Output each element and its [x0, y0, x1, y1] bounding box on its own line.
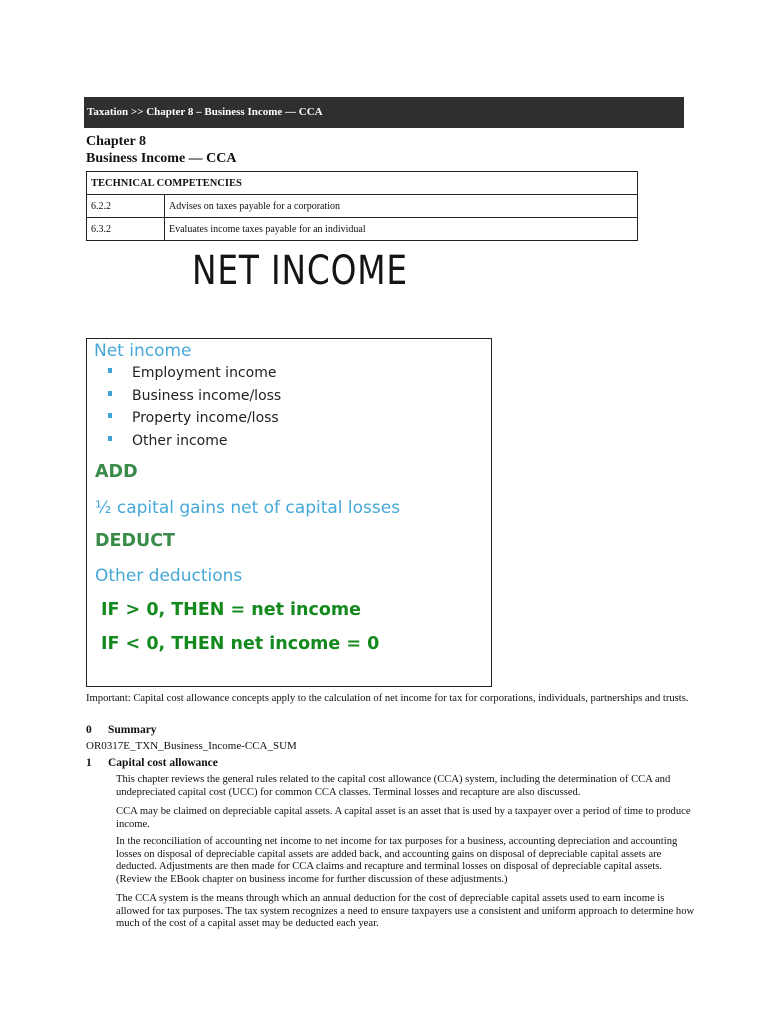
table-header: TECHNICAL COMPETENCIES [87, 172, 638, 195]
list-item [107, 365, 281, 388]
summary-heading [86, 724, 157, 736]
bullet-icon [108, 368, 112, 373]
chapter-number: Chapter 8 [86, 134, 147, 149]
bullet-icon [108, 413, 112, 418]
paragraph: CCA may be claimed on depreciable capital assets. A capital asset is an asset that is used by a taxpayer over a period of time to produce income. [116, 806, 691, 830]
slide-heading: Net income [94, 341, 192, 361]
section-number: 1 [86, 757, 92, 769]
slide-big-title: NET INCOME [192, 248, 408, 294]
competency-code: 6.2.2 [87, 195, 165, 218]
table-row [87, 218, 638, 241]
list-item-label: Property income/loss [132, 410, 279, 426]
deduct-text: Other deductions [95, 566, 243, 586]
list-item-label: Employment income [132, 365, 277, 381]
section-number: 0 [86, 724, 92, 736]
add-label: ADD [95, 462, 138, 482]
paragraph: In the reconciliation of accounting net income to net income for tax purposes for a business, accounting depreciation and accounting losses on disposal of depreciable capital assets are added back, and accounting gains on disposal of depreciable capital assets are deducted. Adjustments are then made for CCA claims and recapture and terminal losses on disposal of depreciable capital assets. (Review the EBook chapter on business income for further discussion of these adjustments.) [116, 836, 678, 885]
list-item-label: Business income/loss [132, 387, 282, 404]
breadcrumb: Taxation >> Chapter 8 – Business Income — CCA [84, 97, 684, 128]
net-income-slide [86, 338, 492, 687]
add-text: ½ capital gains net of capital losses [95, 498, 401, 518]
paragraph: The CCA system is the means through which an annual deduction for the cost of depreciable capital assets used to earn income is allowed for tax purposes. The tax system recognizes a need to ensure taxpayers use a consistent and uniform approach to determine how much of the cost of a capital asset may be deducted each year. [116, 893, 695, 930]
bullet-icon [108, 391, 112, 396]
list-item [107, 410, 281, 433]
condition-negative: IF < 0, THEN net income = 0 [101, 634, 380, 654]
paragraph: This chapter reviews the general rules related to the capital cost allowance (CCA) system, including the determination of CCA and undepreciated capital cost (UCC) for common CCA classes. Terminal losses and recapture are also discussed. [116, 774, 671, 798]
reference-code: OR0317E_TXN_Business_Income-CCA_SUM [86, 740, 297, 752]
deduct-label: DEDUCT [95, 531, 175, 551]
competency-code: 6.3.2 [87, 218, 165, 241]
section-heading [86, 757, 218, 769]
income-list [107, 365, 281, 455]
list-item-label: Other income [132, 432, 228, 449]
important-note: Important: Capital cost allowance concepts apply to the calculation of net income for tax for corporations, individuals, partnerships and trusts. [86, 693, 689, 704]
section-title: Capital cost allowance [108, 757, 218, 769]
list-item [107, 388, 281, 411]
chapter-title [86, 133, 237, 167]
competency-text: Evaluates income taxes payable for an individual [165, 218, 638, 241]
bullet-icon [108, 436, 112, 441]
condition-positive: IF > 0, THEN = net income [101, 600, 362, 620]
section-title: Summary [108, 724, 157, 736]
competency-text: Advises on taxes payable for a corporation [165, 195, 638, 218]
competencies-table [86, 171, 638, 241]
chapter-name: Business Income — CCA [86, 151, 237, 166]
table-header-row [87, 172, 638, 195]
table-row [87, 195, 638, 218]
list-item [107, 433, 281, 456]
